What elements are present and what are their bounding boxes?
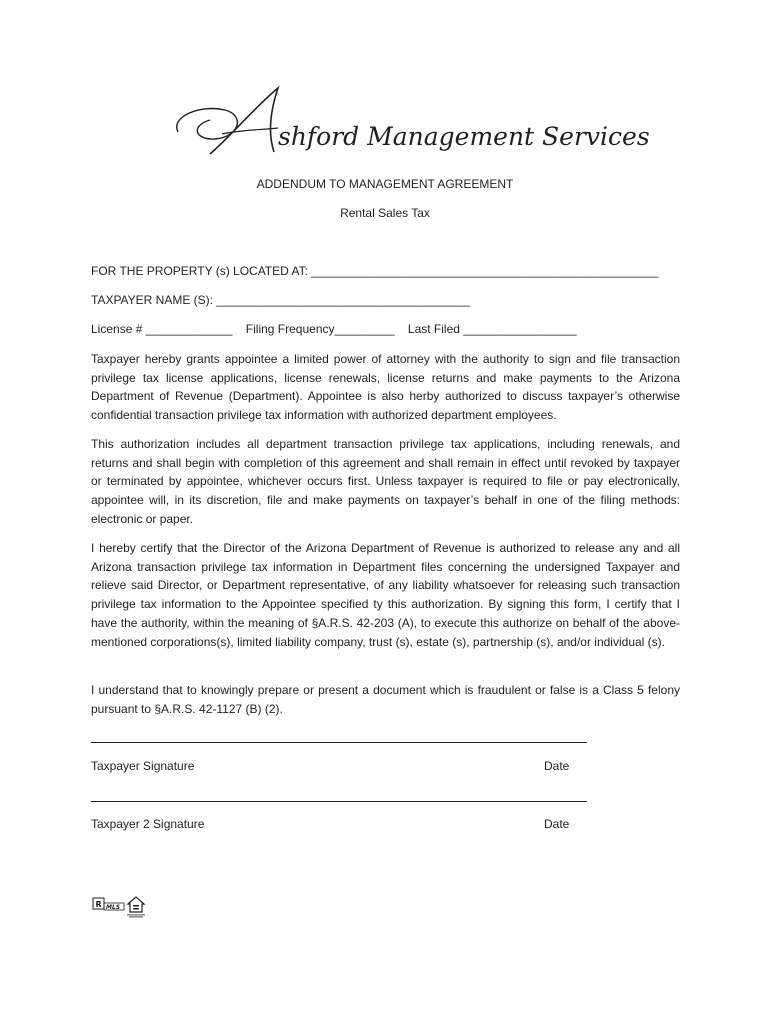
taxpayer2-date-label: Date <box>544 817 570 831</box>
logo-swash <box>177 109 238 140</box>
realtor-mls-icon <box>93 898 124 911</box>
company-logo <box>170 82 650 162</box>
taxpayer-signature-line[interactable] <box>91 742 587 743</box>
paragraph-felony-notice: I understand that to knowingly prepare or present a document which is fraudulent or false is a Class 5 felony pursuant to §A.R.S. 42-1127 (B) (2). <box>91 683 680 716</box>
svg-text:MLS: MLS <box>106 904 121 911</box>
taxpayer-signature-label: Taxpayer Signature <box>91 759 195 773</box>
paragraph-certification: I hereby certify that the Director of the Arizona Department of Revenue is authorized to release any and all Arizona transaction privilege tax information in Department files concerning the undersigned Taxpayer and relieve said Director, or Department representative, of any liability whatsoever for releasing such transaction privilege tax information to the Appointee specified ty this authorization. By signing this form, I certify that I have the authority, within the meaning of §A.R.S. 42-203 (A), to execute this authorize on behalf of the above-mentioned corporations(s), limited liability company, trust (s), estate (s), partnership (s), and/or individual (s). <box>91 541 680 649</box>
document-subtitle: Rental Sales Tax <box>340 206 430 220</box>
taxpayer2-signature-line[interactable] <box>91 801 587 802</box>
license-row[interactable]: License # _____________ Filing Frequency_________ Last Filed _________________ <box>91 322 577 336</box>
logo-text: shford Management Services <box>278 122 650 151</box>
svg-text:R: R <box>95 900 102 909</box>
footer-logos <box>92 895 156 919</box>
taxpayer-date-label: Date <box>544 759 570 773</box>
taxpayer2-signature-label: Taxpayer 2 Signature <box>91 817 205 831</box>
document-title: ADDENDUM TO MANAGEMENT AGREEMENT <box>256 177 514 191</box>
equal-housing-icon <box>127 897 145 917</box>
paragraph-power-of-attorney: Taxpayer hereby grants appointee a limited power of attorney with the authority to sign and file transaction privilege tax license applications, license renewals, license returns and make payments to the Arizona Department of Revenue (Department). Appointee is also herby authorized to discuss taxpayer’s otherwise confidential transaction privilege tax information with authorized department employees. <box>91 352 680 423</box>
taxpayer-name-field[interactable]: TAXPAYER NAME (S): ______________________________________ <box>91 293 470 307</box>
paragraph-authorization: This authorization includes all department transaction privilege tax applications, including renewals, and returns and shall begin with completion of this agreement and shall remain in effect until revoked by taxpayer or terminated by appointee, whichever occurs first. Unless taxpayer is required to file or pay electronically, appointee will, in its discretion, file and make payments on taxpayer’s behalf in one of the filing methods: electronic or paper. <box>91 437 680 526</box>
property-field[interactable]: FOR THE PROPERTY (s) LOCATED AT: ____________________________________________________ <box>91 264 659 278</box>
logo-letter-a <box>210 88 278 154</box>
